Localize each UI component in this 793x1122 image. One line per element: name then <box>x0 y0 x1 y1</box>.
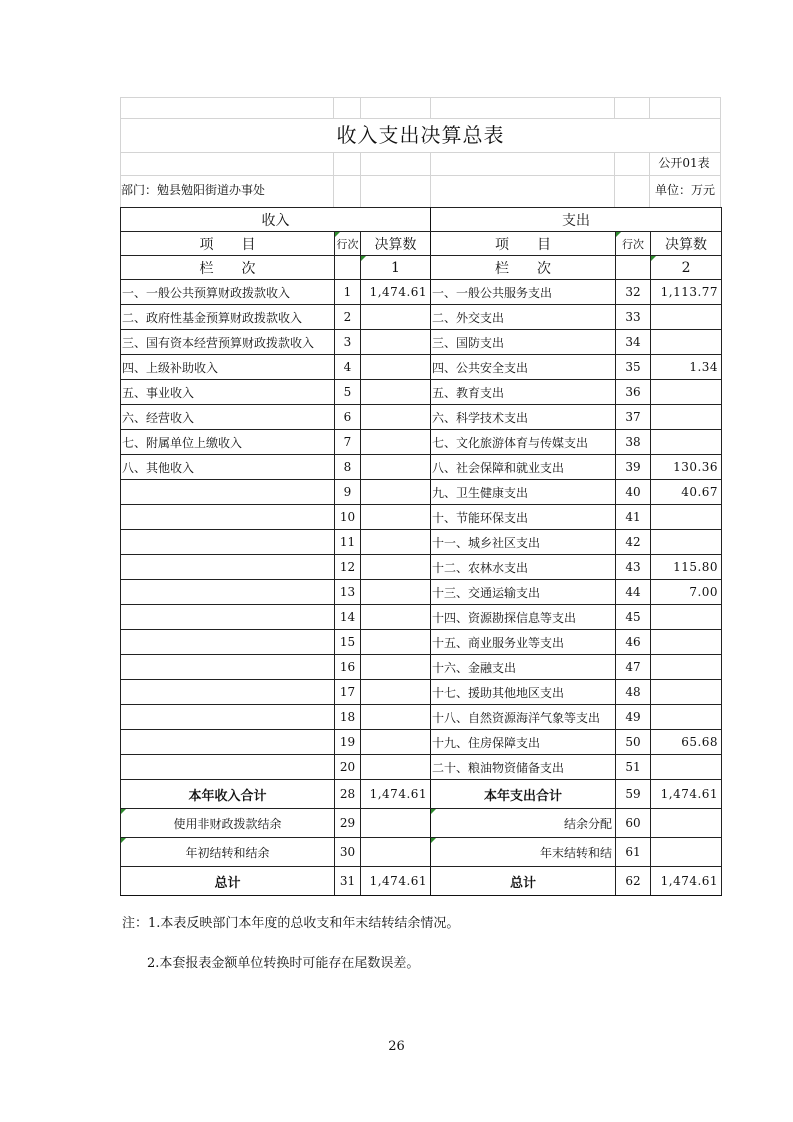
income-total-amount: 1,474.61 <box>361 780 431 809</box>
total-row <box>121 838 722 867</box>
income-row-no: 3 <box>335 330 361 355</box>
note-1: 注：1.本表反映部门本年度的总收支和年末结转结余情况。 <box>122 916 460 931</box>
income-amount <box>361 730 431 755</box>
expense-amount: 7.00 <box>651 580 722 605</box>
expense-row-no: 42 <box>616 530 651 555</box>
income-item: 六、经营收入 <box>121 405 335 430</box>
expense-amount <box>651 605 722 630</box>
expense-amount <box>651 530 722 555</box>
income-row-no: 18 <box>335 705 361 730</box>
expense-row-no: 46 <box>616 630 651 655</box>
income-amount-header: 决算数 <box>361 232 431 256</box>
income-amount <box>361 755 431 780</box>
income-amount <box>361 430 431 455</box>
income-total-row-no: 29 <box>335 809 361 838</box>
expense-item: 十八、自然资源海洋气象等支出 <box>431 705 616 730</box>
income-amount <box>361 355 431 380</box>
income-row-no: 2 <box>335 305 361 330</box>
expense-amount <box>651 655 722 680</box>
income-item: 二、政府性基金预算财政拨款收入 <box>121 305 335 330</box>
expense-item: 十五、商业服务业等支出 <box>431 630 616 655</box>
income-amount <box>361 505 431 530</box>
income-row-no: 17 <box>335 680 361 705</box>
expense-item: 十一、城乡社区支出 <box>431 530 616 555</box>
income-item: 四、上级补助收入 <box>121 355 335 380</box>
expense-row-no: 44 <box>616 580 651 605</box>
income-amount: 1,474.61 <box>361 280 431 305</box>
expense-amount <box>651 330 722 355</box>
expense-item: 六、科学技术支出 <box>431 405 616 430</box>
table-row <box>121 630 722 655</box>
expense-column-label: 栏 次 <box>431 256 616 280</box>
income-expense-table <box>120 207 722 896</box>
income-item: 五、事业收入 <box>121 380 335 405</box>
income-amount <box>361 705 431 730</box>
form-number: 公开01表 <box>658 156 710 170</box>
expense-amount <box>651 705 722 730</box>
income-row-no: 19 <box>335 730 361 755</box>
expense-item: 二、外交支出 <box>431 305 616 330</box>
expense-item: 五、教育支出 <box>431 380 616 405</box>
table-row <box>121 505 722 530</box>
note-2: 2.本套报表金额单位转换时可能存在尾数误差。 <box>147 956 420 971</box>
income-item: 八、其他收入 <box>121 455 335 480</box>
expense-row-no: 48 <box>616 680 651 705</box>
income-total-label: 本年收入合计 <box>121 780 335 809</box>
table-row <box>121 280 722 305</box>
expense-amount: 1,113.77 <box>651 280 722 305</box>
income-item <box>121 680 335 705</box>
expense-amount: 1.34 <box>651 355 722 380</box>
expense-total-label: 年末结转和结 <box>431 838 616 867</box>
income-amount <box>361 555 431 580</box>
income-item <box>121 505 335 530</box>
table-row <box>121 455 722 480</box>
income-amount <box>361 530 431 555</box>
income-item <box>121 530 335 555</box>
table-row <box>121 705 722 730</box>
income-row-no: 4 <box>335 355 361 380</box>
table-row <box>121 380 722 405</box>
expense-item: 四、公共安全支出 <box>431 355 616 380</box>
expense-total-label: 总计 <box>431 867 616 896</box>
income-row-no: 10 <box>335 505 361 530</box>
expense-row-no: 45 <box>616 605 651 630</box>
header-row-columns <box>121 232 722 256</box>
table-row <box>121 730 722 755</box>
income-row-no: 9 <box>335 480 361 505</box>
expense-row-no: 38 <box>616 430 651 455</box>
income-amount <box>361 605 431 630</box>
expense-row-no: 43 <box>616 555 651 580</box>
expense-item: 十九、住房保障支出 <box>431 730 616 755</box>
expense-item-header: 项 目 <box>431 232 616 256</box>
table-row <box>121 655 722 680</box>
income-amount <box>361 630 431 655</box>
income-total-amount: 1,474.61 <box>361 867 431 896</box>
income-amount <box>361 480 431 505</box>
expense-total-row-no: 60 <box>616 809 651 838</box>
expense-amount <box>651 380 722 405</box>
income-total-row-no: 31 <box>335 867 361 896</box>
expense-item: 十三、交通运输支出 <box>431 580 616 605</box>
expense-amount: 130.36 <box>651 455 722 480</box>
table-row <box>121 305 722 330</box>
expense-total-label: 结余分配 <box>431 809 616 838</box>
income-total-label: 年初结转和结余 <box>121 838 335 867</box>
total-row <box>121 867 722 896</box>
income-amount <box>361 580 431 605</box>
expense-total-row-no: 61 <box>616 838 651 867</box>
income-item <box>121 630 335 655</box>
expense-item: 七、文化旅游体育与传媒支出 <box>431 430 616 455</box>
table-row <box>121 480 722 505</box>
expense-row-no: 34 <box>616 330 651 355</box>
income-column-label: 栏 次 <box>121 256 335 280</box>
expense-row-no: 51 <box>616 755 651 780</box>
expense-row-no: 41 <box>616 505 651 530</box>
expense-item: 十二、农林水支出 <box>431 555 616 580</box>
table-row <box>121 405 722 430</box>
table-row <box>121 605 722 630</box>
income-row-no: 16 <box>335 655 361 680</box>
income-total-row-no: 28 <box>335 780 361 809</box>
income-total-label: 使用非财政拨款结余 <box>121 809 335 838</box>
unit-label: 单位：万元 <box>654 183 715 197</box>
income-amount <box>361 305 431 330</box>
income-item <box>121 655 335 680</box>
expense-row-no-header: 行次 <box>616 232 651 256</box>
expense-item: 十四、资源勘探信息等支出 <box>431 605 616 630</box>
expense-amount <box>651 430 722 455</box>
income-row-no: 14 <box>335 605 361 630</box>
expense-item: 三、国防支出 <box>431 330 616 355</box>
header-row-column-index <box>121 256 722 280</box>
income-column-blank <box>335 256 361 280</box>
page-number: 26 <box>388 1039 405 1054</box>
expense-amount <box>651 755 722 780</box>
expense-row-no: 40 <box>616 480 651 505</box>
income-row-no: 8 <box>335 455 361 480</box>
expense-item: 二十、粮油物资储备支出 <box>431 755 616 780</box>
expense-amount: 65.68 <box>651 730 722 755</box>
expense-amount: 40.67 <box>651 480 722 505</box>
income-amount <box>361 655 431 680</box>
expense-total-amount <box>651 838 722 867</box>
income-row-no: 12 <box>335 555 361 580</box>
income-row-no-header: 行次 <box>335 232 361 256</box>
table-row <box>121 680 722 705</box>
expense-row-no: 39 <box>616 455 651 480</box>
income-amount <box>361 455 431 480</box>
expense-row-no: 32 <box>616 280 651 305</box>
expense-total-row-no: 62 <box>616 867 651 896</box>
income-row-no: 15 <box>335 630 361 655</box>
income-amount <box>361 330 431 355</box>
income-item: 七、附属单位上缴收入 <box>121 430 335 455</box>
expense-item: 十、节能环保支出 <box>431 505 616 530</box>
table-title: 收入支出决算总表 <box>336 123 505 147</box>
expense-row-no: 49 <box>616 705 651 730</box>
expense-row-no: 36 <box>616 380 651 405</box>
expense-item: 十六、金融支出 <box>431 655 616 680</box>
expense-total-amount <box>651 809 722 838</box>
income-row-no: 7 <box>335 430 361 455</box>
income-total-row-no: 30 <box>335 838 361 867</box>
income-total-amount <box>361 838 431 867</box>
expense-amount <box>651 405 722 430</box>
table-row <box>121 555 722 580</box>
table-row <box>121 580 722 605</box>
income-item <box>121 730 335 755</box>
income-item: 三、国有资本经营预算财政拨款收入 <box>121 330 335 355</box>
income-row-no: 5 <box>335 380 361 405</box>
expense-amount <box>651 305 722 330</box>
expense-total-label: 本年支出合计 <box>431 780 616 809</box>
income-item <box>121 555 335 580</box>
expense-item: 一、一般公共服务支出 <box>431 280 616 305</box>
expense-total-amount: 1,474.61 <box>651 780 722 809</box>
expense-item: 八、社会保障和就业支出 <box>431 455 616 480</box>
expense-amount: 115.80 <box>651 555 722 580</box>
expense-total-row-no: 59 <box>616 780 651 809</box>
table-row <box>121 355 722 380</box>
income-row-no: 13 <box>335 580 361 605</box>
expense-total-amount: 1,474.61 <box>651 867 722 896</box>
income-item <box>121 480 335 505</box>
income-total-amount <box>361 809 431 838</box>
expense-amount <box>651 505 722 530</box>
expense-column-index: 2 <box>651 256 722 280</box>
income-row-no: 1 <box>335 280 361 305</box>
table-row <box>121 430 722 455</box>
income-item-header: 项 目 <box>121 232 335 256</box>
header-row-sections <box>121 208 722 232</box>
department-label: 部门：勉县勉阳街道办事处 <box>121 183 266 197</box>
income-item <box>121 605 335 630</box>
income-item <box>121 580 335 605</box>
table-row <box>121 755 722 780</box>
income-item <box>121 705 335 730</box>
expense-item: 九、卫生健康支出 <box>431 480 616 505</box>
expense-amount-header: 决算数 <box>651 232 722 256</box>
expense-row-no: 37 <box>616 405 651 430</box>
expense-column-blank <box>616 256 651 280</box>
income-row-no: 11 <box>335 530 361 555</box>
income-row-no: 20 <box>335 755 361 780</box>
income-amount <box>361 405 431 430</box>
table-row <box>121 530 722 555</box>
income-header: 收入 <box>121 208 431 232</box>
income-item: 一、一般公共预算财政拨款收入 <box>121 280 335 305</box>
total-row <box>121 809 722 838</box>
expense-row-no: 50 <box>616 730 651 755</box>
income-amount <box>361 380 431 405</box>
total-row <box>121 780 722 809</box>
expense-item: 十七、援助其他地区支出 <box>431 680 616 705</box>
income-row-no: 6 <box>335 405 361 430</box>
table-row <box>121 330 722 355</box>
income-amount <box>361 680 431 705</box>
expense-row-no: 35 <box>616 355 651 380</box>
expense-row-no: 33 <box>616 305 651 330</box>
expense-amount <box>651 680 722 705</box>
income-total-label: 总计 <box>121 867 335 896</box>
expense-amount <box>651 630 722 655</box>
expense-row-no: 47 <box>616 655 651 680</box>
expense-header: 支出 <box>431 208 722 232</box>
income-item <box>121 755 335 780</box>
income-column-index: 1 <box>361 256 431 280</box>
